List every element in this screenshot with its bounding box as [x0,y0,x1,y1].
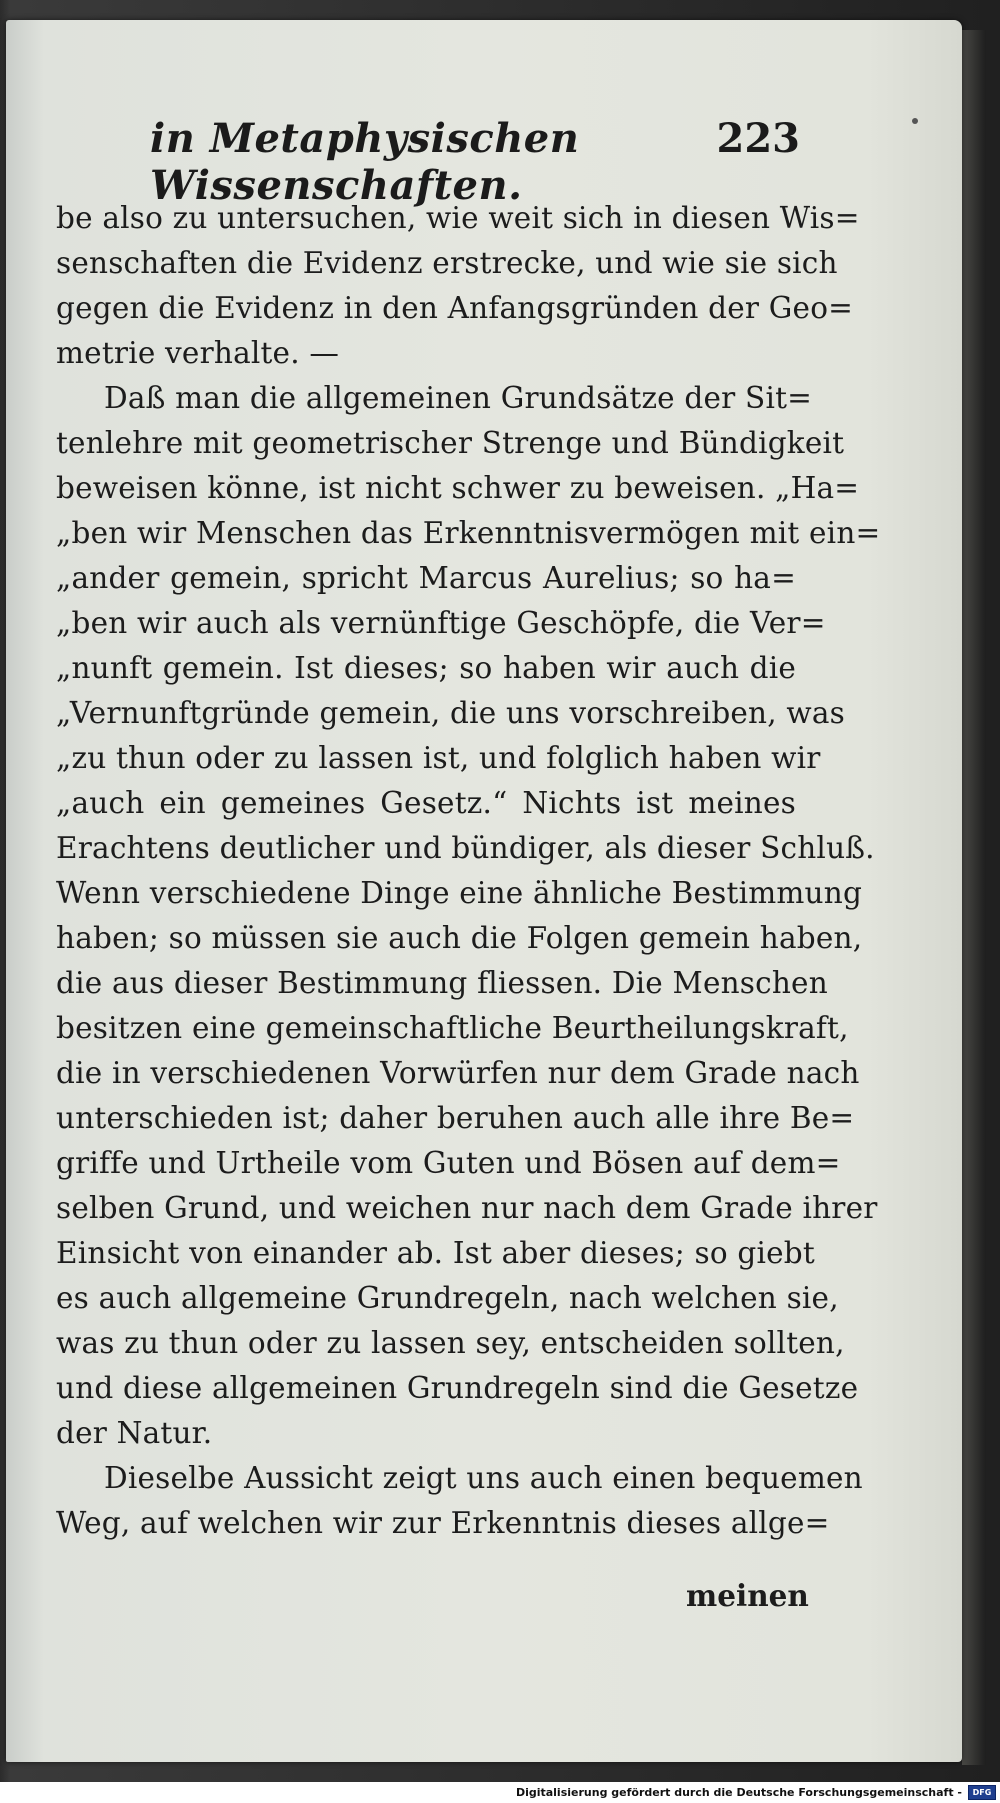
text-line: es auch allgemeine Grundregeln, nach welchen sie, [56,1281,839,1315]
text-line: „ander gemein, spricht Marcus Aurelius; so ha= [56,561,796,595]
text-line: gegen die Evidenz in den Anfangsgründen der Geo= [56,291,854,325]
funding-credit: Digitalisierung gefördert durch die Deutsche Forschungsgemeinschaft - [515,1786,962,1799]
text-line: griffe und Urtheile vom Guten und Bösen auf dem= [56,1146,841,1180]
page-number: 223 [716,115,800,162]
text-line: „Vernunftgründe gemein, die uns vorschreiben, was [56,696,845,730]
text-line: Erachtens deutlicher und bündiger, als dieser Schluß. [56,831,875,865]
dfg-logo-icon: DFG [968,1785,996,1800]
text-line: der Natur. [56,1416,213,1450]
text-line: senschaften die Evidenz erstrecke, und wie sie sich [56,246,838,280]
text-line: besitzen eine gemeinschaftliche Beurtheilungskraft, [56,1011,849,1045]
text-line: haben; so müssen sie auch die Folgen gemein haben, [56,921,863,955]
text-line: tenlehre mit geometrischer Strenge und Bündigkeit [56,426,845,460]
catchword: meinen [686,1578,809,1613]
text-line: „ben wir auch als vernünftige Geschöpfe, die Ver= [56,606,826,640]
ink-spot [912,118,918,124]
text-line: „zu thun oder zu lassen ist, und folglich haben wir [56,741,821,775]
text-line: „ben wir Menschen das Erkenntnisvermögen mit ein= [56,516,881,550]
page-header [150,115,800,209]
text-line: Einsicht von einander ab. Ist aber dieses; so giebt [56,1236,815,1270]
text-line: die in verschiedenen Vorwürfen nur dem Grade nach [56,1056,860,1090]
text-line: „nunft gemein. Ist dieses; so haben wir auch die [56,651,796,685]
text-line: Daß man die allgemeinen Grundsätze der Sit= [104,381,813,415]
text-line: metrie verhalte. — [56,336,340,370]
digitization-footer [0,1782,1000,1803]
text-line: Weg, auf welchen wir zur Erkenntnis dieses allge= [56,1506,830,1540]
text-line: selben Grund, und weichen nur nach dem Grade ihrer [56,1191,878,1225]
text-line: beweisen könne, ist nicht schwer zu beweisen. „Ha= [56,471,860,505]
running-title: in Metaphysischen Wissenschaften. [150,115,580,209]
text-line: be also zu untersuchen, wie weit sich in diesen Wis= [56,201,860,235]
text-line: Dieselbe Aussicht zeigt uns auch einen bequemen [104,1461,863,1495]
text-line: was zu thun oder zu lassen sey, entscheiden sollten, [56,1326,845,1360]
text-line: unterschieden ist; daher beruhen auch alle ihre Be= [56,1101,855,1135]
text-line: und diese allgemeinen Grundregeln sind die Gesetze [56,1371,859,1405]
body-text [56,196,881,1546]
text-line: Wenn verschiedene Dinge eine ähnliche Bestimmung [56,876,863,910]
book-page-edge [962,30,986,1765]
text-line: „auch ein gemeines Gesetz.“ Nichts ist meines [56,786,796,820]
text-line: die aus dieser Bestimmung fliessen. Die Menschen [56,966,828,1000]
